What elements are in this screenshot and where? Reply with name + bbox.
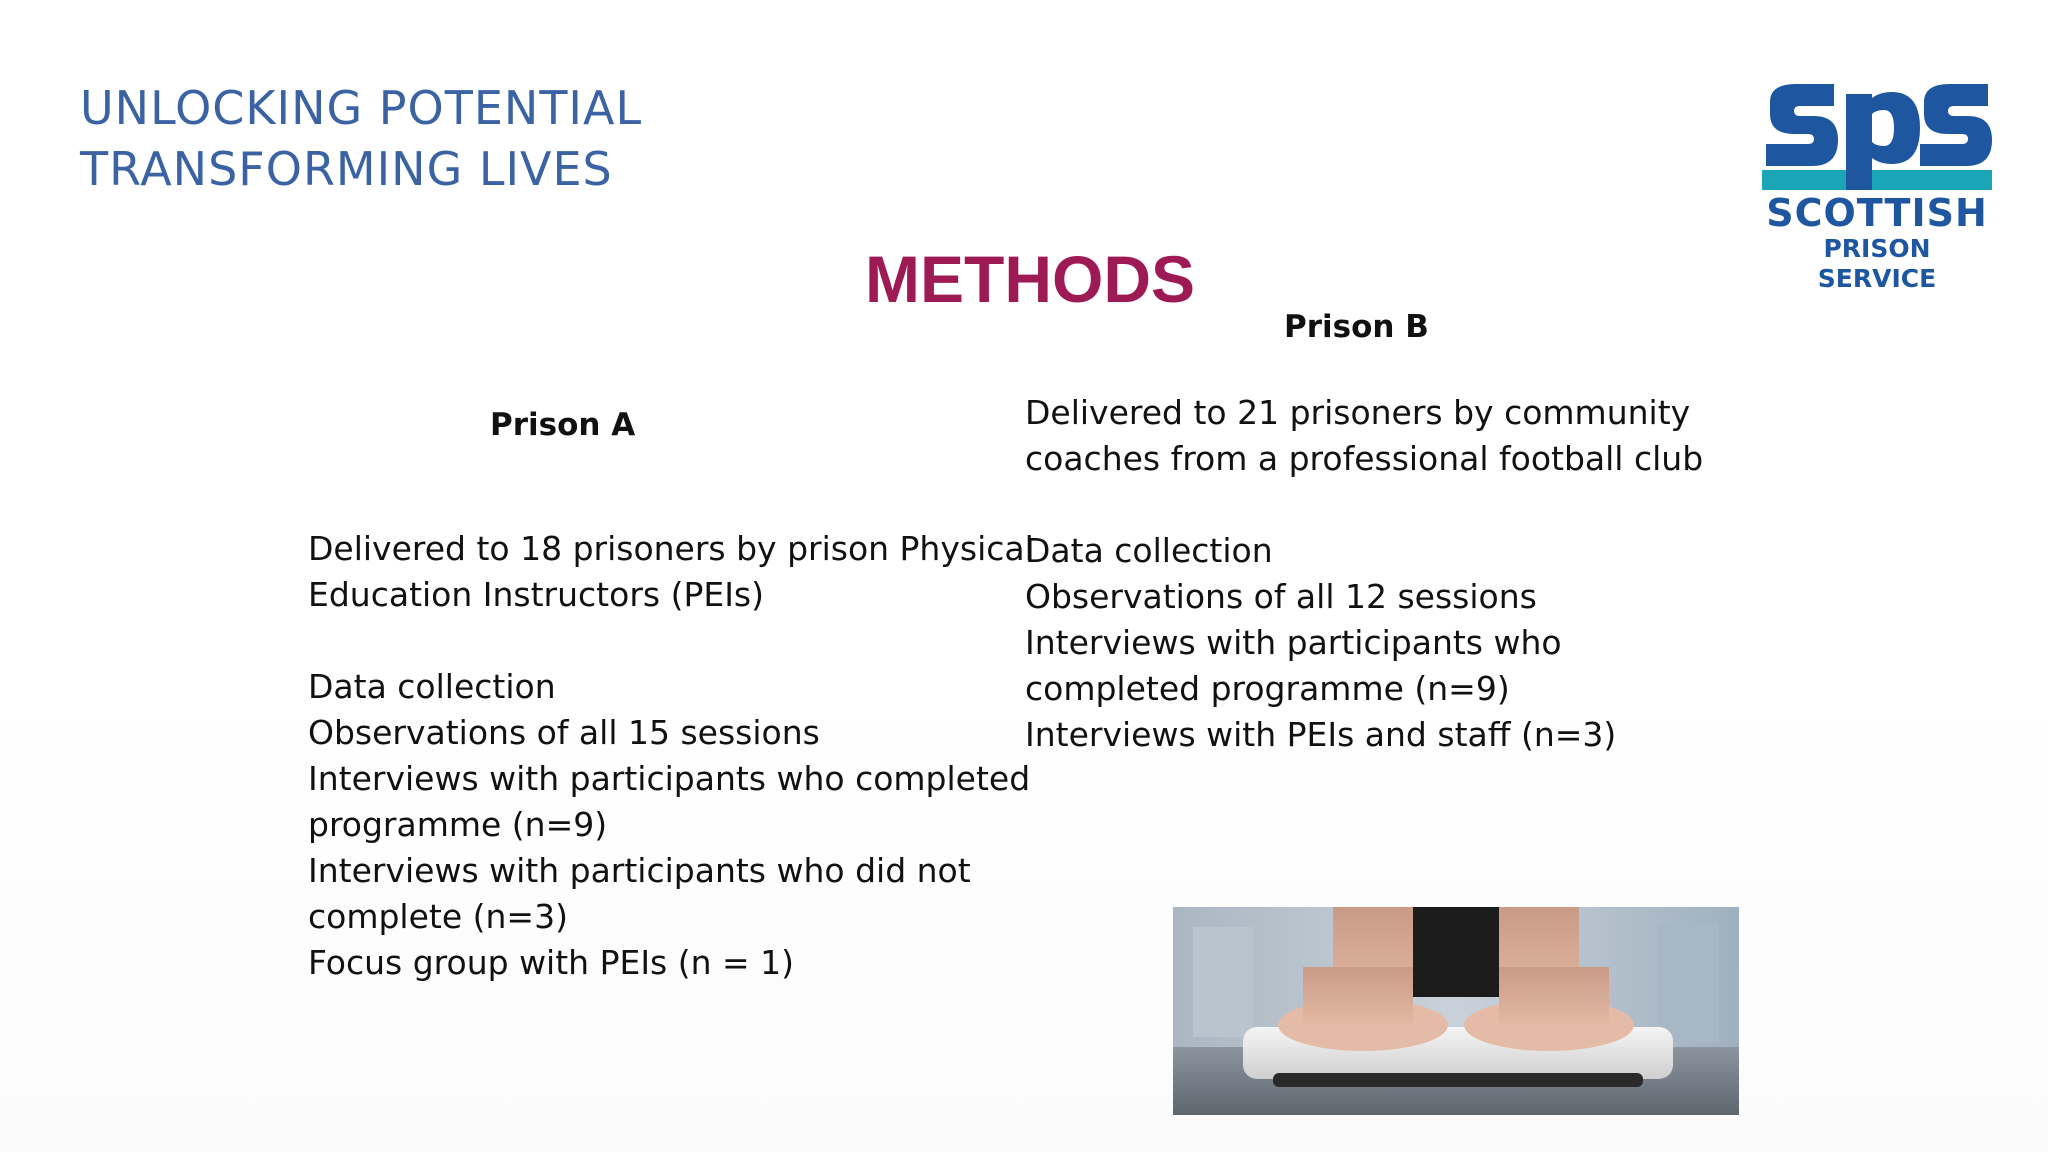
tagline-line-1: UNLOCKING POTENTIAL (80, 81, 643, 135)
prison-a-item: Interviews with participants who did not (308, 851, 971, 890)
sps-logo (1762, 84, 1992, 293)
logo-text-prison-service: PRISON SERVICE (1817, 234, 1937, 293)
spacer (308, 618, 1034, 664)
prison-b-delivery-line-2: coaches from a professional football club (1025, 439, 1704, 478)
feet-on-scale-photo (1173, 907, 1739, 1115)
prison-b-column (1025, 390, 1703, 758)
prison-a-item: complete (n=3) (308, 897, 568, 936)
prison-b-item: Interviews with participants who (1025, 623, 1562, 662)
prison-b-item: Observations of all 12 sessions (1025, 577, 1537, 616)
logo-text-scottish: SCOTTISH (1766, 191, 1988, 235)
prison-b-item: Interviews with PEIs and staff (n=3) (1025, 715, 1617, 754)
prison-a-item: programme (n=9) (308, 805, 608, 844)
prison-a-item: Interviews with participants who completed (308, 759, 1031, 798)
prison-b-data-collection-label: Data collection (1025, 531, 1273, 570)
prison-a-delivery-line-2: Education Instructors (PEIs) (308, 575, 764, 614)
prison-a-column (308, 526, 1034, 986)
prison-a-item: Observations of all 15 sessions (308, 713, 820, 752)
prison-a-item: Focus group with PEIs (n = 1) (308, 943, 795, 982)
prison-b-heading: Prison B (1284, 309, 1429, 345)
feet-on-scale-icon (1173, 907, 1739, 1115)
spacer (1025, 482, 1703, 528)
prison-b-item: completed programme (n=9) (1025, 669, 1510, 708)
prison-a-data-collection-label: Data collection (308, 667, 556, 706)
tagline-line-2: TRANSFORMING LIVES (80, 142, 613, 196)
tagline (80, 78, 642, 200)
slide-title: METHODS (865, 242, 1195, 316)
prison-a-heading: Prison A (490, 407, 636, 443)
prison-b-delivery-line-1: Delivered to 21 prisoners by community (1025, 393, 1691, 432)
sps-wordmark-icon (1762, 84, 1992, 192)
prison-a-delivery-line-1: Delivered to 18 prisoners by prison Physical (308, 529, 1034, 568)
